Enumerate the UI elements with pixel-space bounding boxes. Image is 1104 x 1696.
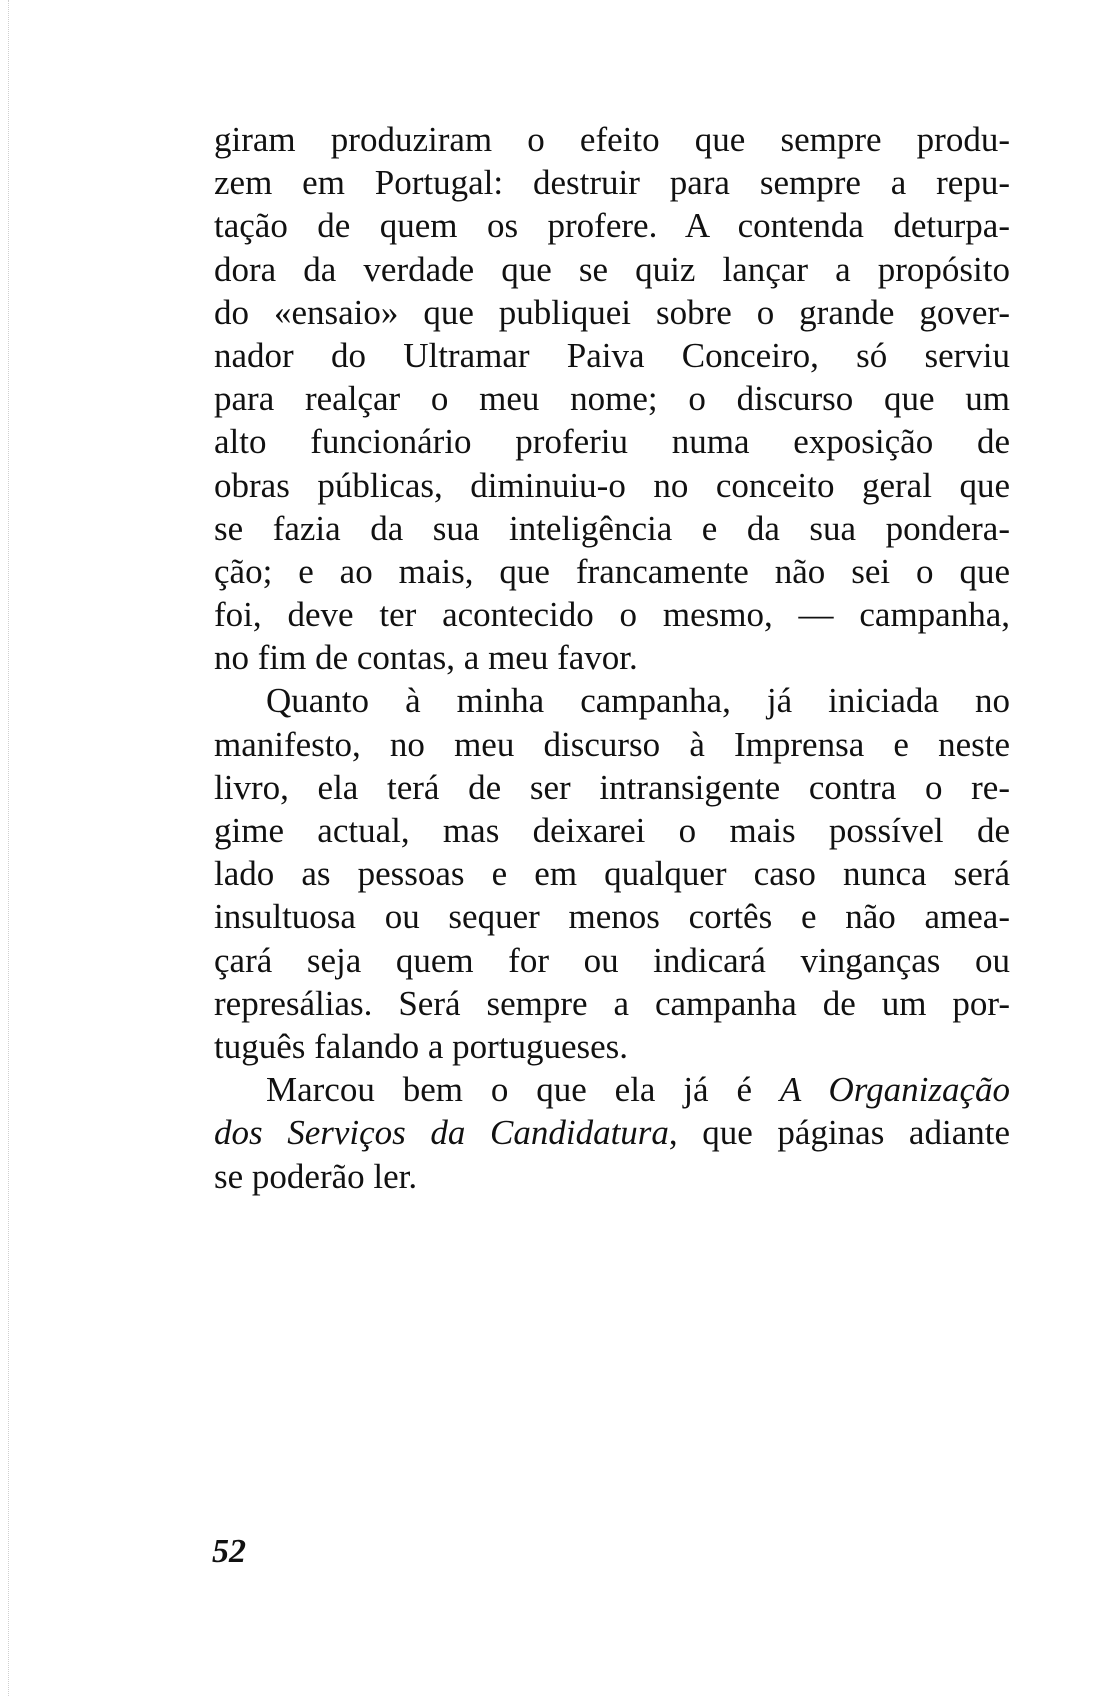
text-run: , que páginas adiante: [668, 1113, 1010, 1153]
text-line: Quanto à minha campanha, já iniciada no: [266, 681, 1010, 721]
text-line: ção; e ao mais, que francamente não sei o que: [214, 551, 1010, 591]
text-line: tuguês falando a portugueses.: [214, 1026, 629, 1066]
text-line: lado as pessoas e em qualquer caso nunca será: [214, 854, 1010, 894]
text-line: [214, 1155, 1010, 1198]
text-line: para realçar o meu nome; o discurso que um: [214, 379, 1010, 419]
text-line: alto funcionário proferiu numa exposição de: [214, 422, 1010, 462]
text-run: Marcou bem o que ela já é: [266, 1070, 780, 1110]
text-run: se poderão ler.: [214, 1156, 418, 1196]
italic-title: dos Serviços da Candidatura: [214, 1113, 669, 1153]
text-line: foi, deve ter acontecido o mesmo, — campanha,: [214, 595, 1010, 635]
text-line: represálias. Será sempre a campanha de um por-: [214, 983, 1010, 1023]
text-line: gime actual, mas deixarei o mais possível de: [214, 811, 1010, 850]
text-line: çará seja quem for ou indicará vinganças ou: [214, 940, 1010, 980]
text-line: manifesto, no meu discurso à Imprensa e neste: [214, 724, 1010, 764]
text-line: se fazia da sua inteligência e da sua pondera-: [214, 508, 1010, 548]
text-line: [214, 1068, 1010, 1111]
text-line: livro, ela terá de ser intransigente contra o re-: [214, 767, 1010, 807]
scan-edge: [0, 0, 9, 1696]
text-line: no fim de contas, a meu favor.: [214, 638, 638, 678]
text-line: [214, 1111, 1010, 1154]
text-line: insultuosa ou sequer menos cortês e não amea-: [214, 897, 1010, 937]
italic-title: A Organização: [779, 1070, 1010, 1110]
text-line: do «ensaio» que publiquei sobre o grande gover-: [214, 292, 1010, 332]
page-number: 52: [212, 1533, 246, 1570]
text-line: nador do Ultramar Paiva Conceiro, só serviu: [214, 335, 1010, 375]
text-line: dora da verdade que se quiz lançar a propósito: [214, 249, 1010, 289]
text-line: obras públicas, diminuiu-o no conceito geral que: [214, 465, 1010, 505]
text-line: zem em Portugal: destruir para sempre a repu-: [214, 163, 1010, 203]
text-line: giram produziram o efeito que sempre produ-: [214, 120, 1010, 159]
text-line: tação de quem os profere. A contenda deturpa-: [214, 206, 1010, 246]
body-text: [214, 118, 1010, 1198]
